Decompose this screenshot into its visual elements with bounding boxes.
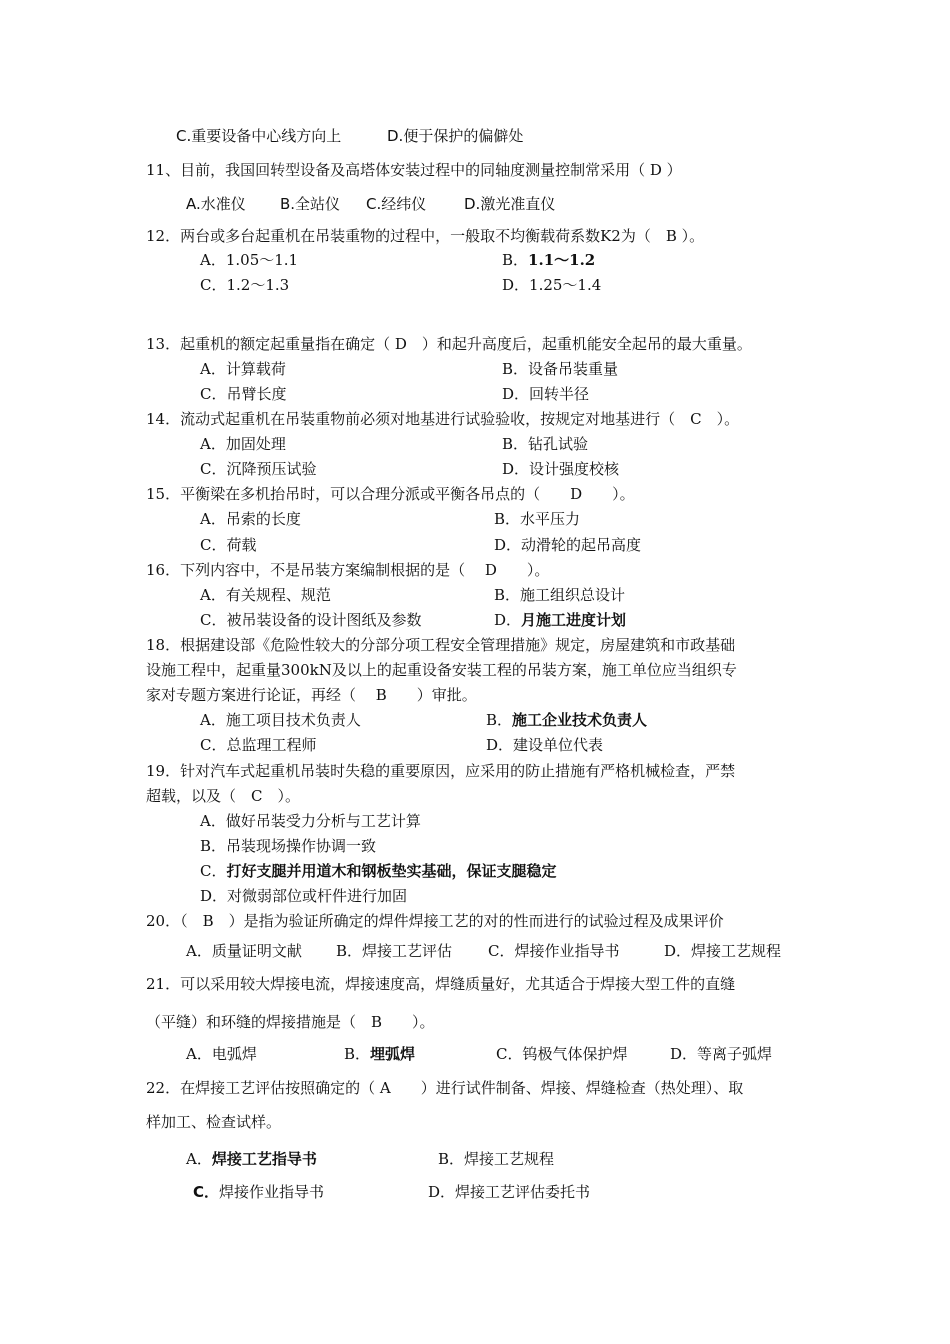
q20-stem: 20．（ B ）是指为验证所确定的焊件焊接工艺的对的性而进行的试验过程及成果评价 xyxy=(146,912,724,930)
q18-option-c: C．总监理工程师 xyxy=(200,736,317,754)
q19-option-c-text: 打好支腿并用道木和钢板垫实基础，保证支腿稳定 xyxy=(226,862,557,880)
q14-option-b: B．钻孔试验 xyxy=(502,435,589,453)
q18-option-b xyxy=(486,710,647,730)
q22-option-a-letter: A． xyxy=(186,1150,212,1168)
q16-stem: 16．下列内容中，不是吊装方案编制根据的是（ D ）。 xyxy=(146,561,550,579)
q21-stem-line2: （平缝）和环缝的焊接措施是（ B ）。 xyxy=(146,1013,435,1031)
q22-stem-line2: 样加工、检查试样。 xyxy=(146,1113,282,1131)
q21-option-b-text: 埋弧焊 xyxy=(370,1045,416,1063)
q18-stem-line3: 家对专题方案进行论证，再经（ B ）审批。 xyxy=(146,686,477,704)
q18-option-a: A．施工项目技术负责人 xyxy=(200,711,361,729)
q19-option-a: A．做好吊装受力分析与工艺计算 xyxy=(200,812,421,830)
q16-option-a: A．有关规程、规范 xyxy=(200,586,331,604)
q10-option-d: D.便于保护的偏僻处 xyxy=(387,127,524,145)
q14-option-c: C．沉降预压试验 xyxy=(200,460,317,478)
q22-option-a xyxy=(186,1149,317,1169)
q19-option-b: B．吊装现场操作协调一致 xyxy=(200,837,377,855)
q15-stem: 15．平衡梁在多机抬吊时，可以合理分派或平衡各吊点的（ D ）。 xyxy=(146,485,635,503)
q18-stem-line2: 设施工程中，起重量300kN及以上的起重设备安装工程的吊装方案，施工单位应当组织专 xyxy=(146,661,737,679)
q13-option-a: A．计算载荷 xyxy=(200,360,286,378)
q18-option-b-text: 施工企业技术负责人 xyxy=(512,711,648,729)
q11-stem: 11、目前，我国回转型设备及高塔体安装过程中的同轴度测量控制常采用（ D ） xyxy=(146,161,682,179)
q21-option-c: C．钨极气体保护焊 xyxy=(496,1045,628,1063)
q20-option-c: C．焊接作业指导书 xyxy=(488,942,620,960)
q14-option-d: D．设计强度校核 xyxy=(502,460,620,478)
q16-option-b: B．施工组织总设计 xyxy=(494,586,626,604)
q16-option-c: C．被吊装设备的设计图纸及参数 xyxy=(200,611,422,629)
q12-option-a: A．1.05～1.1 xyxy=(200,251,299,269)
q20-option-a: A．质量证明文献 xyxy=(186,942,302,960)
q21-option-b-letter: B． xyxy=(344,1045,371,1063)
q19-option-d: D．对微弱部位或杆件进行加固 xyxy=(200,887,408,905)
q14-option-a: A．加固处理 xyxy=(200,435,286,453)
q22-option-d: D．焊接工艺评估委托书 xyxy=(428,1183,591,1201)
q18-option-b-letter: B． xyxy=(486,711,513,729)
q15-option-a: A．吊索的长度 xyxy=(200,510,301,528)
q22-option-c-letter: C． xyxy=(193,1183,220,1201)
q12-option-d: D．1.25～1.4 xyxy=(502,276,602,294)
q22-stem-line1: 22．在焊接工艺评估按照确定的（ A ）进行试件制备、焊接、焊缝检查（热处理）、取 xyxy=(146,1079,744,1097)
q22-option-c xyxy=(193,1182,324,1202)
q22-option-b: B．焊接工艺规程 xyxy=(438,1150,555,1168)
q19-stem-line1: 19．针对汽车式起重机吊装时失稳的重要原因，应采用的防止措施有严格机械检查，严禁 xyxy=(146,762,736,780)
q10-option-c: C.重要设备中心线方向上 xyxy=(176,127,342,145)
q19-option-c xyxy=(200,861,557,881)
q16-option-d-text: 月施工进度计划 xyxy=(521,611,627,629)
q13-option-c: C．吊臂长度 xyxy=(200,385,287,403)
q15-option-d: D．动滑轮的起吊高度 xyxy=(494,536,642,554)
q21-option-b xyxy=(344,1044,415,1064)
q11-option-a: A.水准仪 xyxy=(186,195,246,213)
q12-option-c: C．1.2～1.3 xyxy=(200,276,290,294)
q19-option-c-letter: C． xyxy=(200,862,227,880)
q12-stem: 12．两台或多台起重机在吊装重物的过程中，一般取不均衡载荷系数K2为（ B ）。 xyxy=(146,227,705,245)
q21-option-d: D．等离子弧焊 xyxy=(670,1045,773,1063)
q16-option-d xyxy=(494,610,626,630)
q13-stem: 13．起重机的额定起重量指在确定（ D ）和起升高度后，起重机能安全起吊的最大重量。 xyxy=(146,335,752,353)
q12-option-b xyxy=(502,250,595,270)
q16-option-d-letter: D． xyxy=(494,611,522,629)
q13-option-b: B．设备吊装重量 xyxy=(502,360,619,378)
q20-option-d: D．焊接工艺规程 xyxy=(664,942,782,960)
q15-option-c: C．荷载 xyxy=(200,536,257,554)
q11-option-c: C.经纬仪 xyxy=(366,195,427,213)
q11-option-b: B.全站仪 xyxy=(280,195,341,213)
q21-stem-line1: 21．可以采用较大焊接电流，焊接速度高，焊缝质量好，尤其适合于焊接大型工件的直缝 xyxy=(146,975,736,993)
q12-option-b-text: 1.1～1.2 xyxy=(528,251,596,269)
q21-option-a: A．电弧焊 xyxy=(186,1045,257,1063)
q13-option-d: D．回转半径 xyxy=(502,385,590,403)
q18-option-d: D．建设单位代表 xyxy=(486,736,604,754)
q14-stem: 14．流动式起重机在吊装重物前必须对地基进行试验验收，按规定对地基进行（ C ）。 xyxy=(146,410,740,428)
q22-option-c-text: 焊接作业指导书 xyxy=(219,1183,325,1201)
q11-option-d: D.激光准直仪 xyxy=(464,195,556,213)
q19-stem-line2: 超载，以及（ C ）。 xyxy=(146,787,300,805)
q18-stem-line1: 18．根据建设部《危险性较大的分部分项工程安全管理措施》规定，房屋建筑和市政基础 xyxy=(146,636,736,654)
q15-option-b: B．水平压力 xyxy=(494,510,581,528)
q12-option-b-letter: B． xyxy=(502,251,529,269)
q22-option-a-text: 焊接工艺指导书 xyxy=(211,1150,317,1168)
q20-option-b: B．焊接工艺评估 xyxy=(336,942,453,960)
